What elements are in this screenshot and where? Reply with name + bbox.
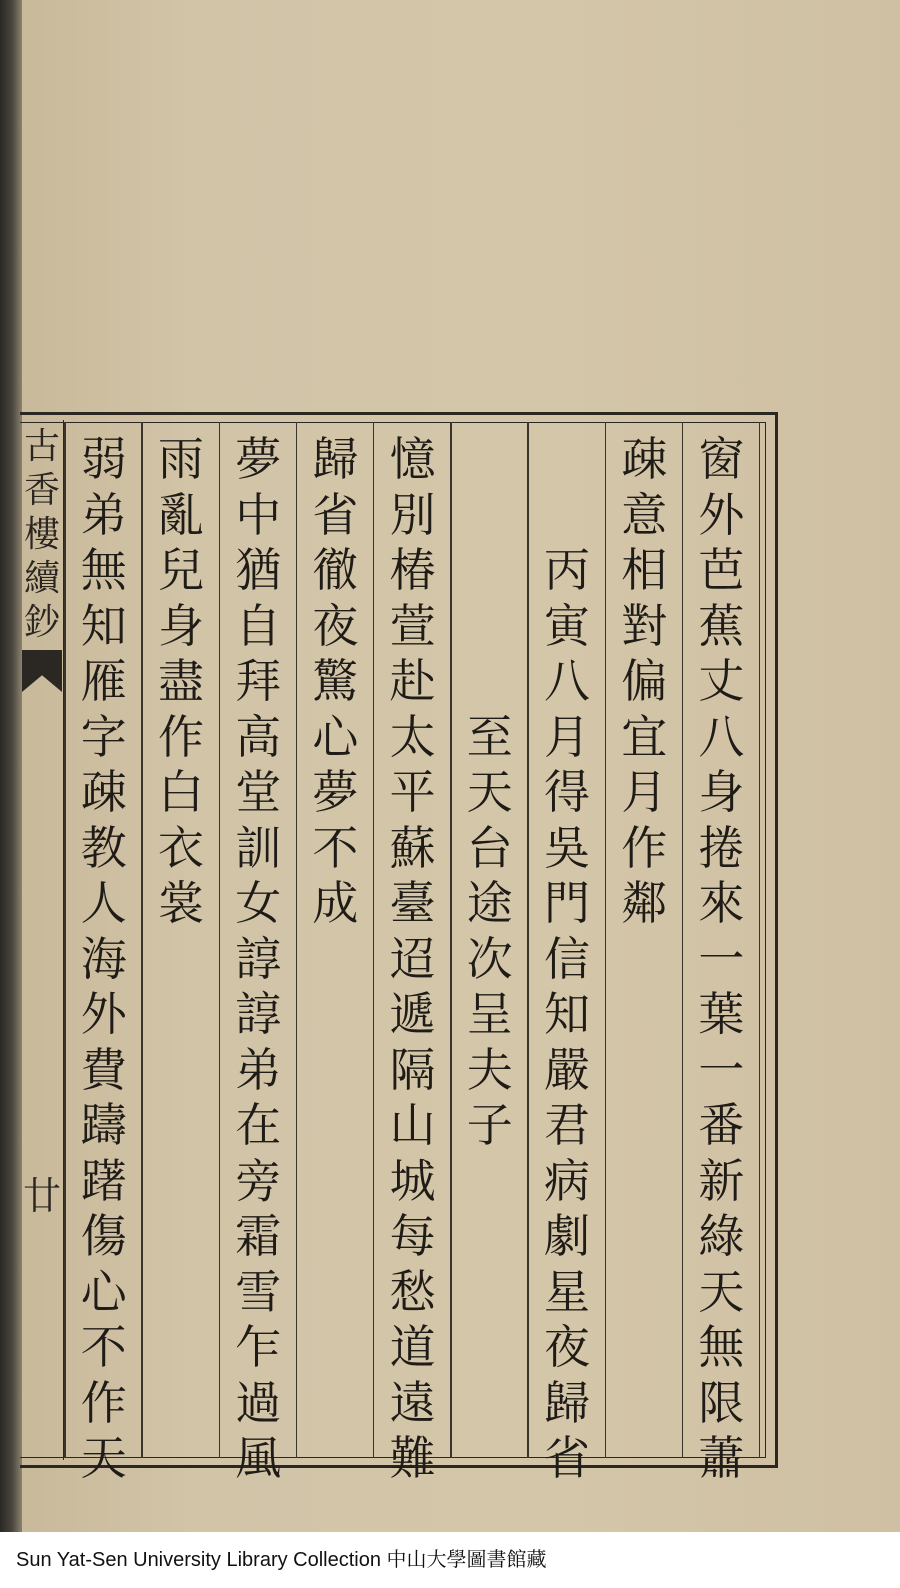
character: 驚 [312,654,359,708]
character: 一 [698,1042,745,1097]
character: 八 [544,654,590,708]
character: 諄 [235,931,282,986]
gutter-title [22,425,62,645]
character: 新 [698,1153,745,1208]
character: 自 [235,598,282,653]
character: 一 [698,931,745,986]
character: 海 [80,931,127,986]
gutter-title-char: 古 [23,426,60,467]
character: 外 [80,987,127,1041]
character: 捲 [698,820,745,875]
character: 八 [698,709,745,764]
character: 萱 [389,598,436,653]
character: 無 [80,543,127,597]
character: 遞 [389,987,436,1041]
character: 呈 [466,987,513,1041]
character: 鄰 [621,876,668,930]
character: 門 [544,876,590,930]
character: 身 [698,765,745,819]
character: 意 [621,487,668,542]
character: 別 [389,487,436,542]
character: 夢 [235,432,282,486]
text-column [71,432,137,1487]
character: 心 [80,1264,127,1319]
column-rule [682,422,683,1458]
character: 對 [621,598,668,653]
character: 猶 [235,543,282,597]
character: 難 [389,1431,436,1485]
character: 無 [698,1320,745,1374]
character: 風 [235,1431,282,1485]
column-rule [296,422,297,1458]
character: 訓 [235,820,282,875]
character: 傷 [80,1209,127,1263]
column-rule [450,422,451,1458]
column-rule [64,422,65,1458]
character: 省 [312,487,359,542]
character: 來 [698,876,745,930]
character: 人 [80,876,127,930]
character: 椿 [389,543,436,597]
text-column [225,432,291,1487]
character: 躇 [80,1153,127,1208]
character: 省 [544,1431,590,1485]
character: 乍 [235,1320,282,1374]
character: 過 [235,1375,282,1430]
character: 弟 [235,1042,282,1097]
character: 君 [544,1098,590,1152]
character: 劇 [544,1209,590,1263]
character: 裳 [158,876,204,930]
character: 吳 [544,820,590,875]
character: 窗 [698,432,745,486]
character: 夫 [466,1042,513,1097]
character: 丙 [544,543,590,597]
character [457,599,523,655]
character: 弱 [80,432,127,486]
character: 教 [80,820,127,875]
character: 白 [158,765,204,819]
character: 知 [80,598,127,653]
character: 疎 [621,432,668,486]
character: 知 [544,987,590,1041]
character: 夢 [312,765,359,819]
character: 女 [235,876,282,930]
character: 躊 [80,1098,127,1152]
text-column [380,432,446,1487]
character: 字 [80,709,127,764]
column-rule [605,422,606,1458]
gutter-title-char: 樓 [23,514,60,555]
character: 成 [312,876,359,930]
character: 途 [466,876,513,930]
character: 宜 [621,709,668,764]
text-column [534,432,600,1487]
character: 得 [544,765,590,819]
text-column [148,432,214,932]
character: 在 [235,1098,282,1152]
character: 天 [80,1431,127,1485]
character: 每 [389,1209,436,1263]
character: 作 [80,1375,127,1430]
character: 不 [312,820,359,875]
text-column [302,432,368,932]
character [457,432,523,488]
text-column [457,432,523,1154]
character: 城 [389,1153,436,1208]
character: 亂 [158,487,204,542]
character: 蘇 [389,820,436,875]
character: 作 [158,709,204,764]
library-credit: Sun Yat-Sen University Library Collection 中山大學圖書館藏 [0,1532,900,1588]
character: 偏 [621,654,668,708]
character: 信 [544,931,590,986]
character: 丈 [698,654,745,708]
character: 蕭 [698,1431,745,1485]
column-rule [219,422,220,1458]
character: 台 [466,820,513,875]
character: 雁 [80,654,127,708]
character: 月 [544,709,590,764]
gutter-title-char: 香 [23,470,60,511]
column-rule [759,422,760,1458]
character: 次 [466,931,513,986]
character: 子 [466,1098,513,1152]
character: 寅 [544,598,590,653]
character: 兒 [158,543,204,597]
character: 盡 [158,654,204,708]
character: 月 [621,765,668,819]
character: 愁 [389,1264,436,1319]
character: 徹 [312,543,359,597]
character: 夜 [312,598,359,653]
column-rule [373,422,374,1458]
character: 堂 [235,765,282,819]
character: 雨 [158,432,204,486]
character: 臺 [389,876,436,930]
character: 番 [698,1098,745,1152]
character: 病 [544,1153,590,1208]
character [457,654,523,710]
character: 弟 [80,487,127,542]
character: 歸 [544,1375,590,1430]
character: 旁 [235,1153,282,1208]
character: 遠 [389,1375,436,1430]
character: 外 [698,487,745,542]
character: 不 [80,1320,127,1374]
character: 中 [235,487,282,542]
character [457,488,523,544]
character: 葉 [698,987,745,1041]
folio-number: 廿 [22,1174,61,1218]
character: 衣 [158,820,204,875]
column-rule [527,422,528,1458]
character: 歸 [312,432,359,486]
character: 嚴 [544,1042,590,1097]
character: 高 [235,709,282,764]
character [534,432,600,488]
character: 迢 [389,931,436,986]
character: 諄 [235,987,282,1041]
character [534,488,600,544]
character: 疎 [80,765,127,819]
character: 星 [544,1264,590,1319]
character: 太 [389,709,436,764]
book-spine [0,0,22,1588]
character: 隔 [389,1042,436,1097]
character: 天 [698,1264,745,1319]
character: 道 [389,1320,436,1374]
character: 至 [466,709,513,764]
character: 限 [698,1375,745,1430]
column-rule [141,422,142,1458]
character: 心 [312,709,359,764]
character: 綠 [698,1209,745,1263]
character: 蕉 [698,598,745,653]
character: 芭 [698,543,745,597]
character: 相 [621,543,668,597]
character [457,543,523,599]
character: 夜 [544,1320,590,1374]
character: 作 [621,820,668,875]
character: 天 [466,765,513,819]
character: 平 [389,765,436,819]
character: 拜 [235,654,282,708]
character: 費 [80,1042,127,1097]
gutter-title-char: 續 [23,558,60,599]
text-column [688,432,754,1487]
character: 霜 [235,1209,282,1263]
text-column [611,432,677,932]
character: 赴 [389,654,436,708]
character: 雪 [235,1264,282,1319]
character: 憶 [389,432,436,486]
character: 山 [389,1098,436,1152]
gutter-title-char: 鈔 [23,602,60,643]
character: 身 [158,598,204,653]
